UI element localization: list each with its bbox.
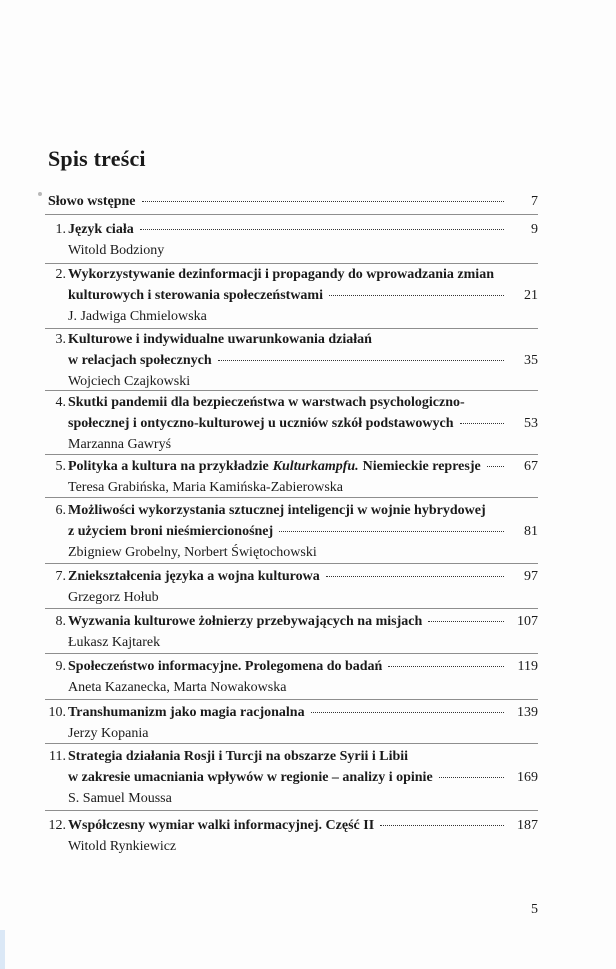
entry-title-line2: z użyciem broni nieśmiercionośnej — [68, 524, 274, 539]
entry-author: Łukasz Kajtarek — [68, 635, 161, 650]
intro-title: Słowo wstępne — [48, 194, 136, 209]
page-ref: 35 — [524, 353, 538, 368]
toc-entry — [68, 329, 538, 392]
toc-entry — [68, 500, 538, 563]
toc-entry — [68, 611, 538, 653]
dot-leader — [329, 295, 504, 296]
entry-number: 6. — [55, 503, 66, 518]
entry-number: 2. — [55, 267, 66, 282]
entry-title-part2: Niemieckie represje — [362, 459, 481, 474]
dot-leader — [279, 531, 504, 532]
separator — [45, 390, 538, 391]
page-ref: 21 — [524, 288, 538, 303]
separator — [45, 699, 538, 700]
entry-title: Język ciała — [68, 222, 134, 237]
dot-leader — [326, 576, 504, 577]
dot-leader — [487, 466, 504, 467]
dot-leader — [142, 201, 504, 202]
entry-title-line1: Możliwości wykorzystania sztucznej inteligencji w wojnie hybrydowej — [68, 503, 486, 518]
entry-number: 9. — [55, 659, 66, 674]
entry-title: Współczesny wymiar walki informacyjnej. Część II — [68, 818, 375, 833]
entry-title-line1: Strategia działania Rosji i Turcji na obszarze Syrii i Libii — [68, 749, 409, 764]
entry-author: Aneta Kazanecka, Marta Nowakowska — [68, 680, 287, 695]
separator — [45, 214, 538, 215]
separator — [45, 454, 538, 455]
entry-title-line2: w relacjach społecznych — [68, 353, 212, 368]
page-ref: 7 — [531, 194, 538, 209]
entry-title-line2: społecznej i ontyczno-kulturowej u uczniów szkół podstawowych — [68, 416, 454, 431]
entry-title-line1: Skutki pandemii dla bezpieczeństwa w warstwach psychologiczno- — [68, 395, 465, 410]
entry-author: Zbigniew Grobelny, Norbert Świętochowski — [68, 545, 317, 560]
page-number: 5 — [531, 902, 538, 917]
entry-title: Transhumanizm jako magia racjonalna — [68, 705, 305, 720]
toc-entry — [68, 566, 538, 608]
dot-leader — [218, 360, 504, 361]
toc-intro — [48, 191, 538, 212]
toc-entry — [68, 264, 538, 327]
entry-title-part1: Polityka a kultura na przykładzie — [68, 459, 269, 474]
entry-number: 12. — [48, 818, 66, 833]
entry-author: Marzanna Gawryś — [68, 437, 172, 452]
toc-entry — [68, 219, 538, 261]
entry-number: 7. — [55, 569, 66, 584]
entry-author: Witold Rynkiewicz — [68, 839, 177, 854]
scan-edge-tint — [0, 930, 5, 969]
entry-number: 4. — [55, 395, 66, 410]
entry-title-line2: kulturowych i sterowania społeczeństwami — [68, 288, 323, 303]
entry-author: Witold Bodziony — [68, 243, 165, 258]
page-ref: 139 — [517, 705, 538, 720]
entry-author: Jerzy Kopania — [68, 726, 149, 741]
toc-entry — [68, 392, 538, 455]
page-ref: 67 — [524, 459, 538, 474]
entry-number: 5. — [55, 459, 66, 474]
dot-leader — [460, 423, 504, 424]
toc-entry — [68, 702, 538, 744]
page-ref: 119 — [517, 659, 538, 674]
page-ref: 169 — [517, 770, 538, 785]
dot-leader — [380, 825, 504, 826]
entry-author: Wojciech Czajkowski — [68, 374, 191, 389]
entry-title-line2: w zakresie umacniania wpływów w regionie – analizy i opinie — [68, 770, 433, 785]
entry-author: S. Samuel Moussa — [68, 791, 172, 806]
separator — [45, 608, 538, 609]
separator — [45, 563, 538, 564]
entry-author: Grzegorz Hołub — [68, 590, 159, 605]
page-title: Spis treści — [48, 146, 146, 171]
toc-entry — [68, 456, 538, 498]
entry-number: 1. — [55, 222, 66, 237]
separator — [45, 810, 538, 811]
separator — [45, 743, 538, 744]
toc-entry — [68, 746, 538, 809]
entry-title-line1: Kulturowe i indywidualne uwarunkowania działań — [68, 332, 372, 347]
page-ref: 97 — [524, 569, 538, 584]
dot-leader — [140, 229, 504, 230]
dot-leader — [388, 666, 504, 667]
dot-leader — [439, 777, 504, 778]
entry-title: Społeczeństwo informacyjne. Prolegomena do badań — [68, 659, 383, 674]
entry-author: Teresa Grabińska, Maria Kamińska-Zabierowska — [68, 480, 344, 495]
entry-number: 10. — [48, 705, 66, 720]
page-ref: 187 — [517, 818, 538, 833]
separator — [45, 497, 538, 498]
dot-leader — [428, 621, 504, 622]
toc-entry — [68, 815, 538, 857]
entry-title: Zniekształcenia języka a wojna kulturowa — [68, 569, 320, 584]
entry-title-emphasis: Kulturkampfu. — [272, 459, 359, 474]
dot-leader — [311, 712, 504, 713]
entry-number: 8. — [55, 614, 66, 629]
entry-title: Wyzwania kulturowe żołnierzy przebywających na misjach — [68, 614, 423, 629]
entry-number: 3. — [55, 332, 66, 347]
page-ref: 107 — [517, 614, 538, 629]
page-ref: 53 — [524, 416, 538, 431]
bullet-mark-icon — [38, 192, 42, 196]
page-ref: 9 — [531, 222, 538, 237]
page-ref: 81 — [524, 524, 538, 539]
entry-author: J. Jadwiga Chmielowska — [68, 309, 207, 324]
entry-number: 11. — [49, 749, 66, 764]
entry-title-line1: Wykorzystywanie dezinformacji i propagandy do wprowadzania zmian — [68, 267, 494, 282]
toc-entry — [68, 656, 538, 698]
separator — [45, 653, 538, 654]
